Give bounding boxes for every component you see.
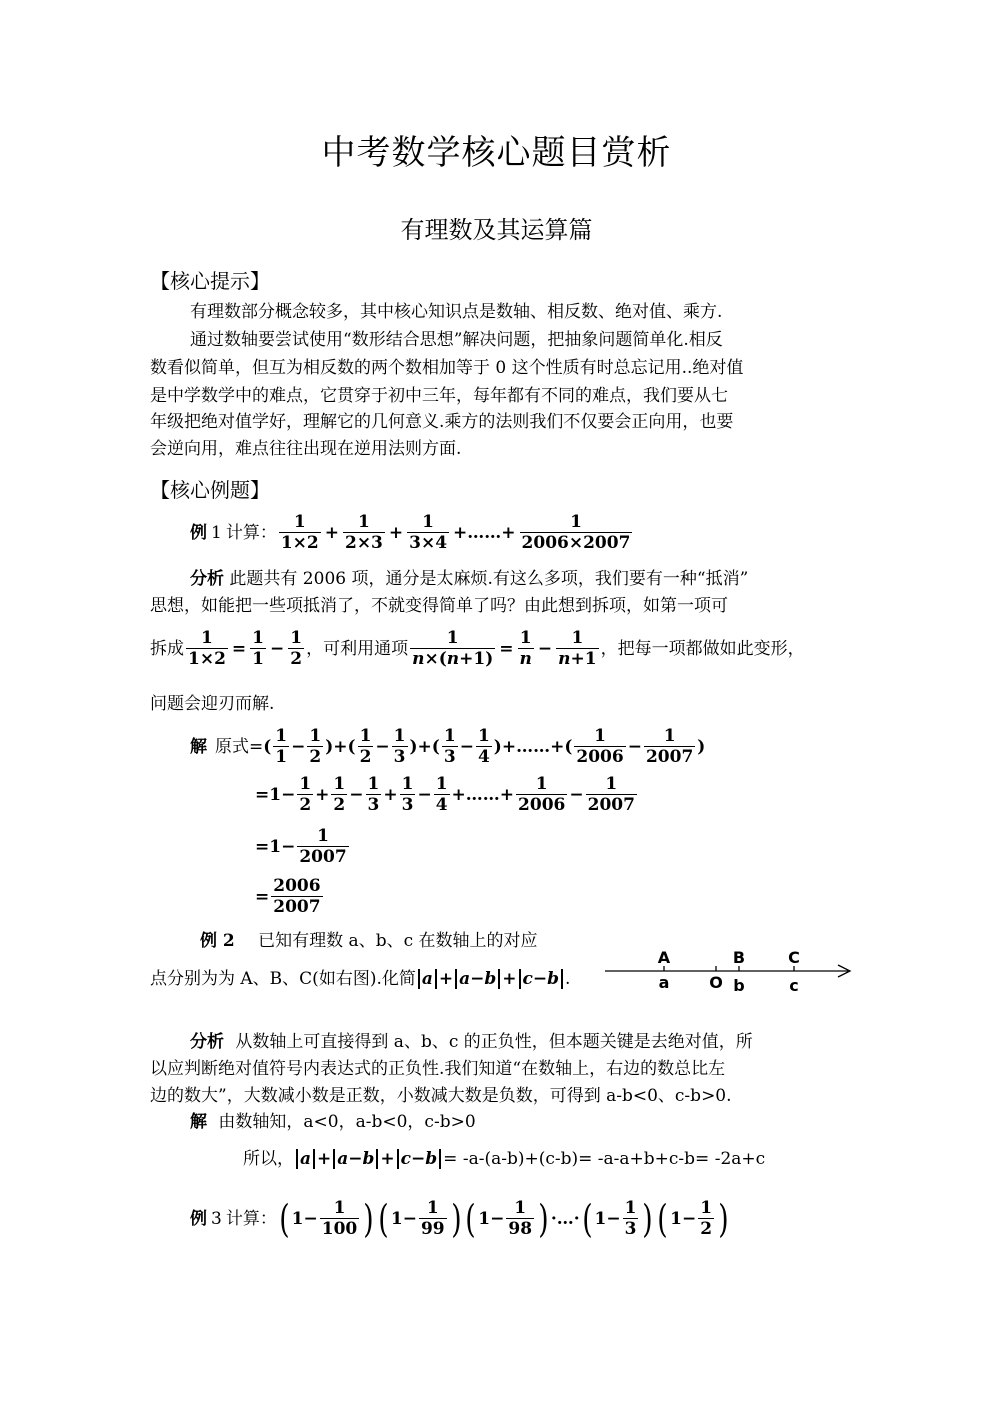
solution-prefix: 原式= (215, 736, 264, 757)
solution-step-1: ( $\frac{1}{1}$ − $\frac{1}{2}$ )+( $\frac{1}{2}$ − $\frac{1}{3}$ )+( $\frac{1}{3}$ − $\frac{1}{4}$ )+……+( $\frac{1}{2006}$ − $\frac{1}{2007}$ ) (263, 726, 706, 767)
solution-label: 解 (190, 736, 207, 757)
tips-paragraph-2-line-5: 会逆向用，难点往往出现在逆用法则方面. (150, 439, 462, 459)
example-1-split-line (150, 628, 805, 669)
number-line-diagram (600, 945, 860, 995)
example-1-expression: $\frac{1}{1\times 2}$ + $\frac{1}{2\times 3}$ + $\frac{1}{3\times 4}$ +……+ $\frac{1}{2006\times 2007}$ (280, 512, 631, 553)
example-1-number: 1 (211, 522, 222, 543)
example-2-line-1 (200, 927, 538, 955)
example-3-expression: ( 1− $\frac{1}{100}$ ) ( 1− $\frac{1}{99}$ ) ( 1− $\frac{1}{98}$ ) ·…· ( 1− $\frac{1}{3}$ ) ( 1− $\frac{1}{2}$ ) (279, 1196, 729, 1241)
split-suffix: ，把每一项都做如此变形， (600, 638, 805, 659)
example-2-text: 已知有理数 a、b、c 在数轴上的对应 (258, 931, 538, 951)
example-1-prompt (190, 512, 634, 553)
example-2-analysis-line-2: 以应判断绝对值符号内表达式的正负性.我们知道“在数轴上，右边的数总比左 (150, 1059, 726, 1079)
split-formula: $\frac{1}{1\times 2}$ = $\frac{1}{1}$ − $\frac{1}{2}$ (188, 628, 303, 669)
general-term-formula: $\frac{1}{n\times(n+1)}$ = $\frac{1}{n}$ − $\frac{1}{n+1}$ (412, 628, 597, 669)
solution-prefix: 所以， (243, 1149, 294, 1169)
example-1-solution-line-3 (255, 826, 351, 867)
example-1-analysis-line-1 (190, 565, 748, 593)
example-2-text-2: 点分别为为 A、B、C(如右图).化简 (150, 969, 416, 989)
origin-label: O (709, 973, 723, 992)
solution-step-2: =1− $\frac{1}{2}$ + $\frac{1}{2}$ − $\frac{1}{3}$ + $\frac{1}{3}$ − $\frac{1}{4}$ +……+ $\frac{1}{2006}$ − $\frac{1}{2007}$ (255, 774, 635, 815)
example-2-period: . (565, 969, 571, 989)
example-3-prompt-text: 计算： (225, 1208, 277, 1229)
analysis-text: 从数轴上可直接得到 a、b、c 的正负性，但本题关键是去绝对值，所 (235, 1032, 753, 1052)
example-1-analysis-line-2: 思想，如能把一些项抵消了，不就变得简单了吗？由此想到拆项，如第一项可 (150, 596, 728, 616)
tips-paragraph-2-line-4: 年级把绝对值学好，理解它的几何意义.乘方的法则我们不仅要会正向用，也要 (150, 412, 734, 432)
page-subtitle: 有理数及其运算篇 (400, 216, 593, 244)
analysis-text: 此题共有 2006 项，通分是太麻烦.有这么多项，我们要有一种“抵消” (229, 569, 749, 589)
example-2-solution-line-2 (243, 1145, 765, 1173)
tips-paragraph-2-line-1: 通过数轴要尝试使用“数形结合思想”解决问题，把抽象问题简单化.相反 (190, 330, 723, 350)
example-1-solution-line-4 (255, 876, 325, 917)
tips-paragraph-2-line-2: 数看似简单，但互为相反数的两个数相加等于 0 这个性质有时总忘记用..绝对值 (150, 358, 744, 378)
tips-paragraph-2-line-3: 是中学数学中的难点，它贯穿于初中三年，每年都有不同的难点，我们要从七 (150, 386, 728, 406)
example-3-prompt (190, 1198, 731, 1239)
point-b-label: b (733, 976, 745, 995)
example-2-analysis-line-3: 边的数大”，大数减小数是正数，小数减大数是负数，可得到 a-b<0、c-b>0. (150, 1086, 732, 1106)
example-1-prompt-text: 计算： (225, 522, 277, 543)
example-2-analysis-line-1 (190, 1028, 753, 1056)
examples-heading: 【核心例题】 (150, 478, 270, 502)
point-B-label: B (732, 948, 746, 967)
point-A-label: A (657, 948, 671, 967)
example-2-expression: a + a − b + c − b (416, 969, 565, 989)
split-prefix: 拆成 (150, 638, 184, 659)
solution-step-3: =1− $\frac{1}{2007}$ (255, 826, 347, 867)
solution-step-4: = $\frac{2006}{2007}$ (255, 876, 321, 917)
point-C-label: C (788, 948, 800, 967)
tips-paragraph-1: 有理数部分概念较多，其中核心知识点是数轴、相反数、绝对值、乘方. (190, 302, 723, 322)
example-1-solution-line-2 (255, 774, 639, 815)
example-2-line-2 (150, 965, 570, 993)
example-3-label: 例 (190, 1208, 207, 1229)
example-1-label: 例 (190, 522, 207, 543)
analysis-label: 分析 (190, 1032, 224, 1052)
point-a-label: a (658, 973, 670, 992)
example-1-analysis-line-4: 问题会迎刃而解. (150, 694, 275, 714)
example-3-number: 3 (211, 1208, 222, 1229)
solution-text: 由数轴知，a<0，a-b<0，c-b>0 (218, 1112, 476, 1132)
solution-abs-expression: a + a − b + c − b (294, 1149, 443, 1169)
example-1-solution-line-1 (190, 726, 705, 767)
tips-heading: 【核心提示】 (150, 269, 270, 293)
solution-result: = -a-(a-b)+(c-b)= -a-a+b+c-b= -2a+c (443, 1149, 766, 1169)
split-mid: ，可利用通项 (306, 638, 409, 659)
example-2-solution-line-1 (190, 1108, 476, 1136)
point-c-label: c (789, 976, 799, 995)
solution-label: 解 (190, 1112, 207, 1132)
example-2-label: 例 2 (200, 931, 235, 951)
page-title: 中考数学核心题目赏析 (321, 133, 672, 173)
analysis-label: 分析 (190, 569, 224, 589)
